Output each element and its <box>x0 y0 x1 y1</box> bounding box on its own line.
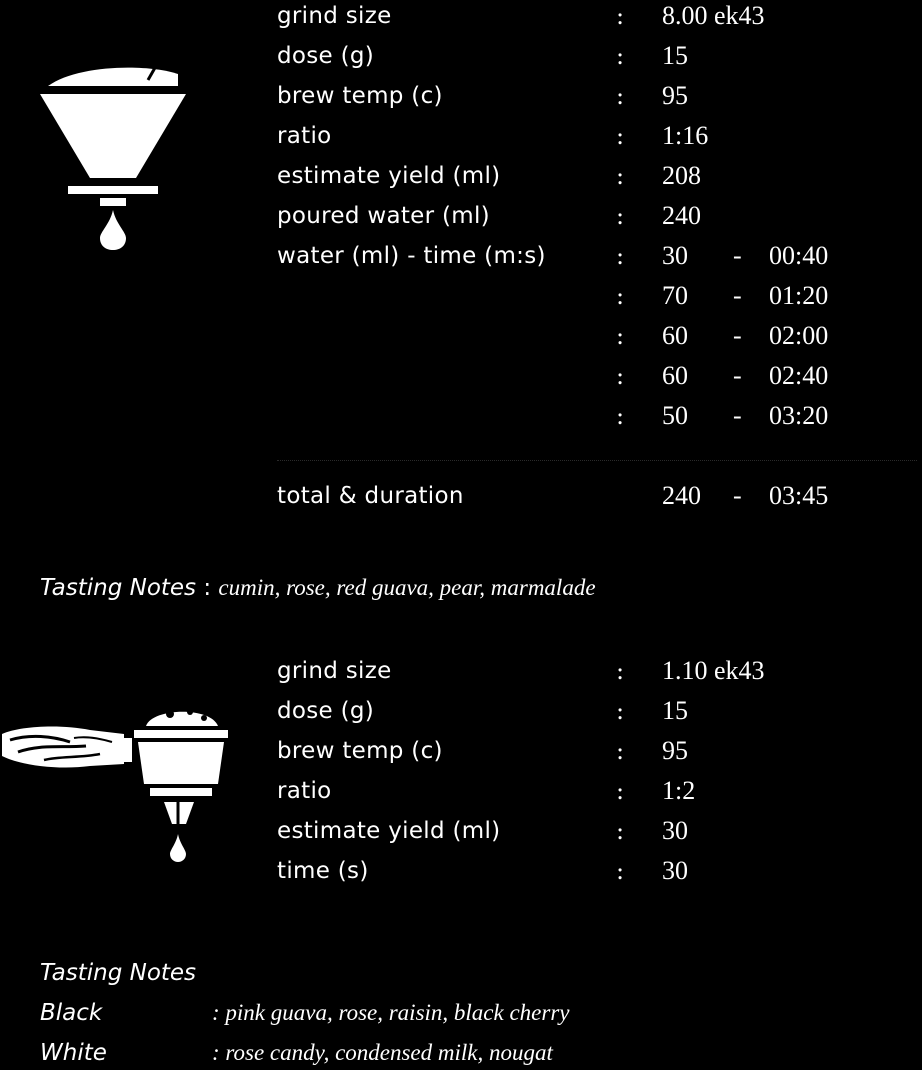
total-dash: - <box>733 481 742 510</box>
param-colon: : <box>616 42 625 70</box>
pour-colon: : <box>616 282 625 310</box>
pour-dash: - <box>733 241 742 270</box>
param-label: grind size <box>277 658 392 684</box>
pour-time: 00:40 <box>769 241 829 270</box>
pour-colon: : <box>616 242 625 270</box>
espresso-tasting-notes-label: Tasting Notes <box>40 960 197 986</box>
pour-row <box>0 400 922 440</box>
pour-dash: - <box>733 281 742 310</box>
pour-time: 01:20 <box>769 281 829 310</box>
param-colon: : <box>616 2 625 30</box>
param-colon: : <box>616 657 625 685</box>
param-label: brew temp (c) <box>277 83 443 109</box>
pour-row <box>0 320 922 360</box>
param-value: 15 <box>662 696 688 725</box>
param-value: 8.00 ek43 <box>662 1 765 30</box>
filter-row-estimate-yield <box>0 160 922 200</box>
black-label: Black <box>40 1000 103 1026</box>
param-colon: : <box>616 122 625 150</box>
param-colon: : <box>616 737 625 765</box>
param-value: 1.10 ek43 <box>662 656 765 685</box>
param-value: 208 <box>662 161 701 190</box>
param-label: ratio <box>277 778 332 804</box>
param-value: 30 <box>662 816 688 845</box>
tasting-notes-label: Tasting Notes <box>40 575 197 601</box>
white-tasting-value: : rose candy, condensed milk, nougat <box>212 1040 553 1065</box>
pour-water: 60 <box>662 361 688 390</box>
filter-row-ratio <box>0 120 922 160</box>
param-label: ratio <box>277 123 332 149</box>
pour-time: 02:40 <box>769 361 829 390</box>
pour-dash: - <box>733 361 742 390</box>
espresso-row-grind-size <box>0 655 922 695</box>
espresso-row-time <box>0 855 922 895</box>
param-value: 95 <box>662 81 688 110</box>
pour-colon: : <box>616 402 625 430</box>
param-value: 1:2 <box>662 776 696 805</box>
filter-row-grind-size <box>0 0 922 40</box>
tasting-notes-separator: : <box>196 575 219 601</box>
param-colon: : <box>616 202 625 230</box>
param-label: poured water (ml) <box>277 203 490 229</box>
param-label: brew temp (c) <box>277 738 443 764</box>
pour-water: 60 <box>662 321 688 350</box>
filter-row-brew-temp <box>0 80 922 120</box>
espresso-row-estimate-yield <box>0 815 922 855</box>
total-row <box>0 480 922 520</box>
param-label: dose (g) <box>277 43 375 69</box>
filter-row-dose <box>0 40 922 80</box>
param-value: 30 <box>662 856 688 885</box>
tasting-notes-value: cumin, rose, red guava, pear, marmalade <box>218 575 596 600</box>
param-colon: : <box>616 697 625 725</box>
divider <box>277 460 917 461</box>
param-colon: : <box>616 857 625 885</box>
pour-water: 70 <box>662 281 688 310</box>
param-label: grind size <box>277 3 392 29</box>
param-colon: : <box>616 82 625 110</box>
param-label: estimate yield (ml) <box>277 163 501 189</box>
param-colon: : <box>616 777 625 805</box>
param-label: estimate yield (ml) <box>277 818 501 844</box>
filter-tasting-notes <box>40 572 596 606</box>
espresso-row-dose <box>0 695 922 735</box>
pour-time: 03:20 <box>769 401 829 430</box>
param-colon: : <box>616 817 625 845</box>
pour-colon: : <box>616 362 625 390</box>
pour-dash: - <box>733 401 742 430</box>
param-value: 240 <box>662 201 701 230</box>
pour-schedule-label: water (ml) - time (m:s) <box>277 243 546 269</box>
pour-time: 02:00 <box>769 321 829 350</box>
param-value: 15 <box>662 41 688 70</box>
param-label: dose (g) <box>277 698 375 724</box>
white-label: White <box>40 1040 107 1066</box>
pour-colon: : <box>616 322 625 350</box>
total-label: total & duration <box>277 483 464 509</box>
param-label: time (s) <box>277 858 369 884</box>
pour-dash: - <box>733 321 742 350</box>
filter-row-poured-water <box>0 200 922 240</box>
pour-row <box>0 240 922 280</box>
black-tasting-value: : pink guava, rose, raisin, black cherry <box>212 1000 570 1025</box>
total-water: 240 <box>662 481 701 510</box>
espresso-row-ratio <box>0 775 922 815</box>
espresso-row-brew-temp <box>0 735 922 775</box>
param-value: 95 <box>662 736 688 765</box>
pour-row <box>0 360 922 400</box>
pour-water: 30 <box>662 241 688 270</box>
total-time: 03:45 <box>769 481 829 510</box>
pour-water: 50 <box>662 401 688 430</box>
param-colon: : <box>616 162 625 190</box>
param-value: 1:16 <box>662 121 709 150</box>
pour-row <box>0 280 922 320</box>
